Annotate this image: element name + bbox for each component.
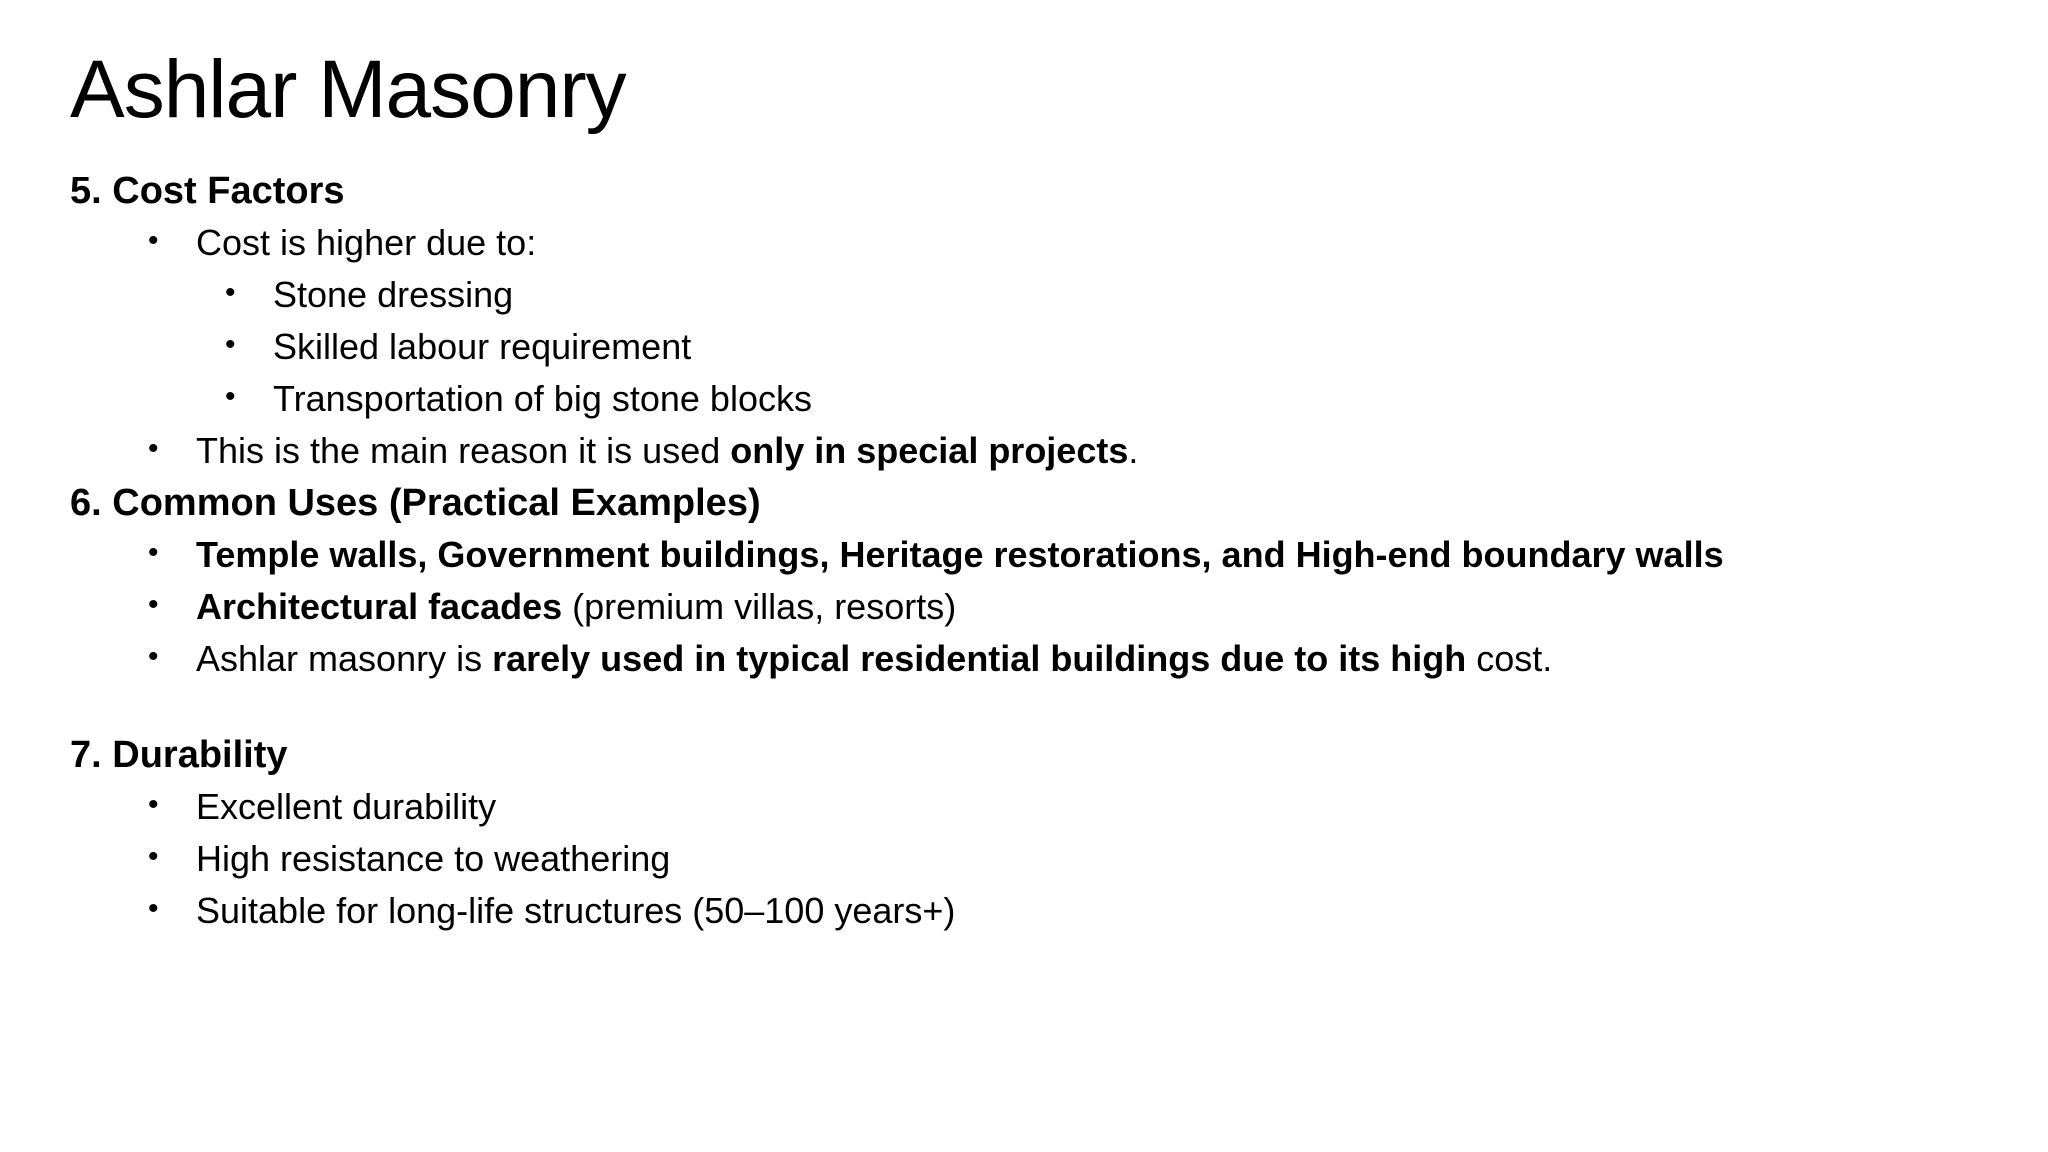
section-heading-cost-factors: 5. Cost Factors xyxy=(70,170,345,212)
list-item-text: . xyxy=(1128,430,1139,471)
list-item-emphasis: only in special projects xyxy=(730,430,1129,471)
list-item-text: This is the main reason it is used xyxy=(196,430,731,471)
sub-list-item xyxy=(70,269,1970,321)
list-item-text: (premium villas, resorts) xyxy=(562,586,957,627)
common-uses-list xyxy=(70,529,1970,685)
list-item-emphasis: rarely used in typical residential buildings due to its high xyxy=(492,638,1467,679)
list-item-text: Transportation of big stone blocks xyxy=(273,378,812,419)
list-item-text: Stone dressing xyxy=(273,274,514,315)
list-item-text: High resistance to weathering xyxy=(196,838,671,879)
list-item xyxy=(70,633,1970,685)
list-item xyxy=(70,833,1970,885)
list-item-emphasis: Architectural facades xyxy=(196,586,563,627)
section-heading-common-uses: 6. Common Uses (Practical Examples) xyxy=(70,482,761,524)
list-item-text: Excellent durability xyxy=(196,786,497,827)
list-item-emphasis: Temple walls, Government buildings, Heritage restorations, and High-end boundary walls xyxy=(196,534,1724,575)
list-item-text: Skilled labour requirement xyxy=(273,326,692,367)
sub-list-item xyxy=(70,321,1970,373)
list-item xyxy=(70,529,1970,581)
sub-list-item xyxy=(70,373,1970,425)
list-item-text: cost. xyxy=(1466,638,1553,679)
section-spacer xyxy=(70,685,1970,729)
list-item xyxy=(70,781,1970,833)
list-item-text: Ashlar masonry is xyxy=(196,638,493,679)
list-item xyxy=(70,581,1970,633)
slide-body xyxy=(70,165,1970,937)
list-item xyxy=(70,885,1970,937)
list-item-text: Cost is higher due to: xyxy=(196,222,537,263)
list-item xyxy=(70,217,1970,269)
list-item xyxy=(70,425,1970,477)
list-item-text: Suitable for long-life structures (50–100 years+) xyxy=(196,890,956,931)
slide-title: Ashlar Masonry xyxy=(70,44,626,135)
cost-factors-list xyxy=(70,217,1970,477)
section-heading-durability: 7. Durability xyxy=(70,734,288,776)
durability-list xyxy=(70,781,1970,937)
